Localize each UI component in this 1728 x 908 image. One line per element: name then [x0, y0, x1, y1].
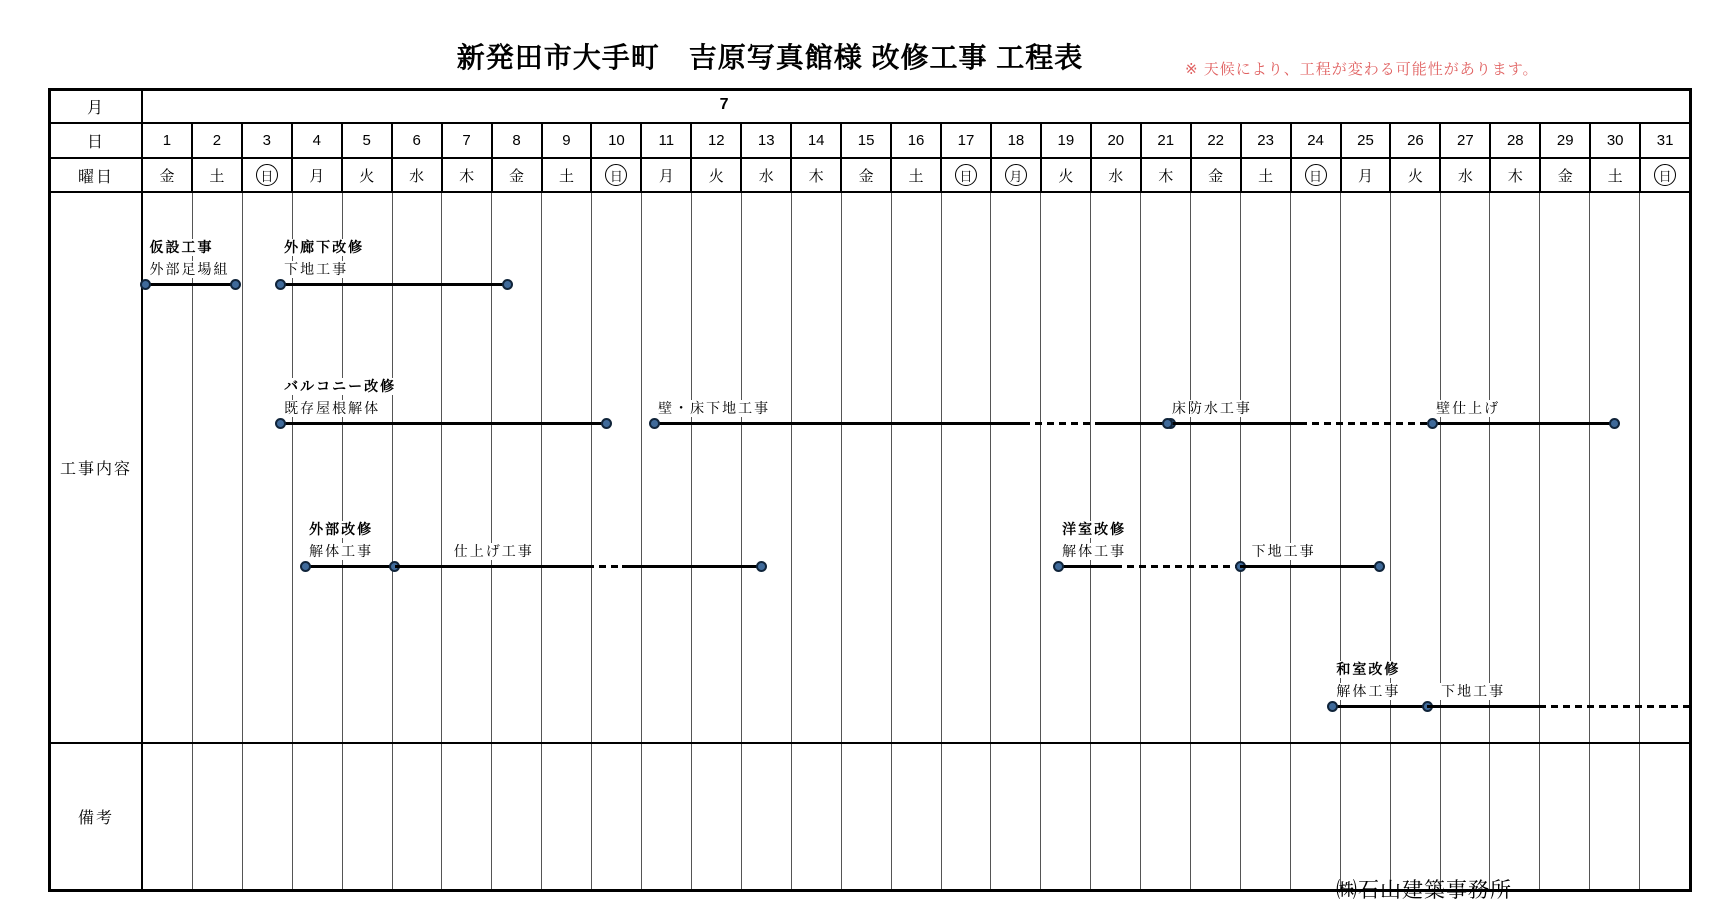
weekday-cell: 木	[790, 159, 840, 191]
remarks-cell	[641, 744, 691, 889]
company-name: ㈱石山建築事務所	[1336, 879, 1512, 902]
holiday-circle: 日	[256, 164, 278, 186]
gantt-bar-endpoint	[1374, 561, 1385, 572]
gantt-bar-endpoint	[649, 418, 660, 429]
day-cell: 8	[491, 124, 541, 157]
day-cell: 6	[391, 124, 441, 157]
remarks-cell	[1140, 744, 1190, 889]
day-cell: 17	[940, 124, 990, 157]
holiday-circle: 日	[955, 164, 977, 186]
gantt-bar-segment	[1240, 565, 1380, 568]
day-cell: 22	[1190, 124, 1240, 157]
day-cell: 19	[1040, 124, 1090, 157]
weekday-cell: 金	[1190, 159, 1240, 191]
day-cell: 1	[162, 132, 172, 149]
day-cell: 3	[241, 124, 291, 157]
gantt-bar-segment	[145, 283, 235, 286]
weekday-cell: 水	[1090, 159, 1140, 191]
day-cell: 9	[541, 124, 591, 157]
weekday-row	[51, 159, 1689, 193]
weekday-cell: 月	[291, 159, 341, 191]
weekday-cell	[1639, 159, 1689, 191]
gantt-task-group-label: 外廊下改修	[283, 239, 367, 256]
weekday-cell	[940, 159, 990, 191]
gantt-bar-segment	[1300, 422, 1432, 425]
gantt-bar-endpoint	[1427, 418, 1438, 429]
gantt-bar-segment	[1432, 422, 1614, 425]
weekday-cell: 火	[341, 159, 391, 191]
gantt-bar-segment	[587, 565, 622, 568]
day-cell: 20	[1090, 124, 1140, 157]
remarks-cell	[1390, 744, 1440, 889]
gantt-bar-endpoint	[275, 279, 286, 290]
remarks-cell	[1290, 744, 1340, 889]
weekday-cell: 火	[690, 159, 740, 191]
month-span-cell	[143, 91, 1689, 122]
work-content-row	[51, 193, 1689, 744]
weekday-cell: 金	[840, 159, 890, 191]
weekday-cell: 水	[391, 159, 441, 191]
weekday-cell	[990, 159, 1040, 191]
remarks-cell	[791, 744, 841, 889]
remarks-cell	[242, 744, 292, 889]
weekday-cell: 木	[1489, 159, 1539, 191]
remarks-cell	[1340, 744, 1390, 889]
gantt-bar-segment	[280, 283, 507, 286]
day-cell: 18	[990, 124, 1040, 157]
gantt-task-label: 解体工事	[308, 543, 376, 560]
day-cell: 29	[1539, 124, 1589, 157]
gantt-bar-segment	[622, 565, 762, 568]
weekday-cell: 金	[1539, 159, 1589, 191]
remarks-cell	[691, 744, 741, 889]
gantt-task-label: 解体工事	[1061, 543, 1129, 560]
day-cell: 15	[840, 124, 890, 157]
month-row-header: 月	[51, 91, 143, 122]
weekday-cell: 水	[1439, 159, 1489, 191]
holiday-circle: 月	[1005, 164, 1027, 186]
remarks-cell	[841, 744, 891, 889]
weekday-cell: 土	[1240, 159, 1290, 191]
gantt-chart	[51, 193, 1689, 742]
gantt-task-label: 下地工事	[283, 261, 351, 278]
gantt-task-group-label: 和室改修	[1335, 661, 1403, 678]
weekday-cell: 木	[1140, 159, 1190, 191]
remarks-cell	[1589, 744, 1639, 889]
day-cell: 30	[1589, 124, 1639, 157]
day-cell: 4	[291, 124, 341, 157]
weekday-cell	[1290, 159, 1340, 191]
day-cell: 21	[1140, 124, 1190, 157]
day-cell: 11	[640, 124, 690, 157]
day-row-header: 日	[51, 124, 143, 157]
day-cell: 25	[1340, 124, 1390, 157]
remarks-row	[51, 744, 1689, 889]
page-title: 新発田市大手町 吉原写真館様 改修工事 工程表	[456, 42, 1084, 73]
remarks-cell	[891, 744, 941, 889]
gantt-bar-endpoint	[275, 418, 286, 429]
weekday-cell: 土	[541, 159, 591, 191]
remarks-cell	[342, 744, 392, 889]
day-cell: 2	[191, 124, 241, 157]
day-cell: 26	[1389, 124, 1439, 157]
gantt-bar-segment	[654, 422, 1023, 425]
holiday-circle: 日	[605, 164, 627, 186]
gantt-bar-segment	[1332, 705, 1427, 708]
weekday-cell: 水	[740, 159, 790, 191]
schedule-table	[48, 88, 1692, 892]
remarks-cell	[192, 744, 242, 889]
day-cell: 5	[341, 124, 391, 157]
remarks-cell	[143, 744, 192, 889]
work-content-header: 工事内容	[51, 193, 143, 742]
remarks-cell	[1040, 744, 1090, 889]
remarks-cell	[941, 744, 991, 889]
gantt-bar-segment	[1539, 705, 1689, 708]
holiday-circle: 日	[1305, 164, 1327, 186]
day-cell: 24	[1290, 124, 1340, 157]
weekday-cell: 土	[1589, 159, 1639, 191]
weekday-cell	[590, 159, 640, 191]
remarks-cell	[541, 744, 591, 889]
gantt-task-group-label: バルコニー改修	[283, 378, 399, 395]
gantt-bar-segment	[1115, 565, 1240, 568]
gantt-bar-segment	[1023, 422, 1100, 425]
gantt-bar-endpoint	[1609, 418, 1620, 429]
remarks-cell	[392, 744, 442, 889]
gantt-bar-segment	[305, 565, 395, 568]
day-cell: 7	[441, 124, 491, 157]
gantt-bar-endpoint	[756, 561, 767, 572]
gantt-bar-endpoint	[230, 279, 241, 290]
gantt-bar-endpoint	[1053, 561, 1064, 572]
holiday-circle: 日	[1654, 164, 1676, 186]
weekday-cell: 木	[441, 159, 491, 191]
gantt-bar-segment	[280, 422, 607, 425]
gantt-bar-segment	[1058, 565, 1115, 568]
gantt-task-label: 下地工事	[1251, 543, 1319, 560]
remarks-cell	[990, 744, 1040, 889]
gantt-bar-segment	[395, 565, 587, 568]
remarks-cell	[1539, 744, 1589, 889]
day-row	[51, 124, 1689, 159]
remarks-header: 備考	[51, 744, 143, 889]
gantt-task-label: 壁・床下地工事	[657, 400, 773, 417]
remarks-cell	[441, 744, 491, 889]
remarks-cell	[1240, 744, 1290, 889]
gantt-bar-endpoint	[601, 418, 612, 429]
month-row	[51, 91, 1689, 124]
day-cell: 28	[1489, 124, 1539, 157]
month-value: 7	[719, 96, 729, 113]
weekday-cell: 月	[1340, 159, 1390, 191]
day-cell: 23	[1240, 124, 1290, 157]
day-cell: 14	[790, 124, 840, 157]
weekday-cell: 火	[1040, 159, 1090, 191]
weekday-cell	[241, 159, 291, 191]
weekday-cell: 金	[159, 167, 175, 185]
day-cell: 27	[1439, 124, 1489, 157]
gantt-bar-endpoint	[1327, 701, 1338, 712]
gantt-bar-segment	[1101, 422, 1171, 425]
weather-note: ※ 天候により、工程が変わる可能性があります。	[1185, 61, 1539, 78]
day-cell: 31	[1639, 124, 1689, 157]
gantt-bar-endpoint	[502, 279, 513, 290]
weekday-cell: 土	[890, 159, 940, 191]
gantt-task-label: 既存屋根解体	[283, 400, 383, 417]
day-cell: 13	[740, 124, 790, 157]
weekday-cell: 金	[491, 159, 541, 191]
gantt-task-label: 壁仕上げ	[1435, 400, 1503, 417]
remarks-cell	[591, 744, 641, 889]
weekday-cell: 火	[1389, 159, 1439, 191]
gantt-task-label: 解体工事	[1335, 683, 1403, 700]
gantt-bar-segment	[1427, 705, 1539, 708]
day-cell: 10	[590, 124, 640, 157]
remarks-cell	[1190, 744, 1240, 889]
remarks-cell	[741, 744, 791, 889]
gantt-task-group-label: 洋室改修	[1061, 521, 1129, 538]
remarks-cell	[1639, 744, 1689, 889]
remarks-cell	[1090, 744, 1140, 889]
gantt-task-label: 床防水工事	[1171, 400, 1255, 417]
gantt-task-group-label: 仮設工事	[148, 239, 216, 256]
weekday-cell: 土	[191, 159, 241, 191]
gantt-bar-segment	[1168, 422, 1300, 425]
weekday-row-header: 曜日	[51, 159, 143, 191]
gantt-task-label: 下地工事	[1440, 683, 1508, 700]
weekday-cell: 月	[640, 159, 690, 191]
remarks-cell	[491, 744, 541, 889]
gantt-bar-endpoint	[300, 561, 311, 572]
gantt-bar-endpoint	[140, 279, 151, 290]
remarks-cell	[1440, 744, 1490, 889]
gantt-task-group-label: 外部改修	[308, 521, 376, 538]
gantt-task-label: 外部足場組	[148, 261, 232, 278]
day-cell: 12	[690, 124, 740, 157]
day-cell: 16	[890, 124, 940, 157]
gantt-task-label: 仕上げ工事	[453, 543, 537, 560]
remarks-cell	[1489, 744, 1539, 889]
remarks-cell	[292, 744, 342, 889]
